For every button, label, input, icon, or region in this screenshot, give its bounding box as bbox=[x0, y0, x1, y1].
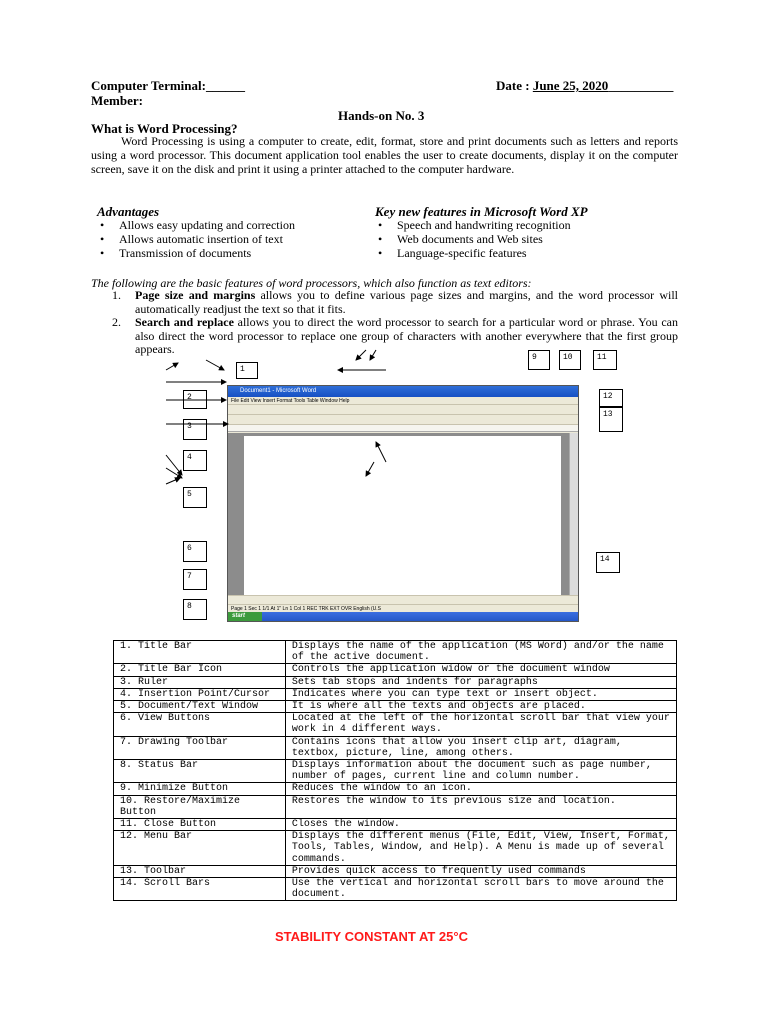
table-row bbox=[114, 641, 677, 664]
feature-term: 7. Drawing Toolbar bbox=[114, 736, 286, 759]
feature-term: 14. Scroll Bars bbox=[114, 878, 286, 901]
feature-term: 2. Title Bar Icon bbox=[114, 664, 286, 676]
list-item: • Speech and handwriting recognition bbox=[372, 218, 672, 232]
table-row bbox=[114, 878, 677, 901]
feature-term: 10. Restore/Maximize Button bbox=[114, 795, 286, 818]
table-row bbox=[114, 701, 677, 713]
list-item: • Transmission of documents bbox=[94, 246, 354, 260]
feature-description: Restores the window to its previous size and location. bbox=[285, 795, 676, 818]
feature-description: Sets tab stops and indents for paragraphs bbox=[285, 676, 676, 688]
arrow bbox=[366, 462, 374, 476]
table-row bbox=[114, 676, 677, 688]
table-row bbox=[114, 664, 677, 676]
footer-heading: STABILITY CONSTANT AT 25°C bbox=[275, 929, 468, 944]
list-item: • Language-specific features bbox=[372, 246, 672, 260]
callout-box: 12 bbox=[599, 389, 623, 407]
feature-term: 1. Title Bar bbox=[114, 641, 286, 664]
table-row bbox=[114, 736, 677, 759]
features-table-body bbox=[114, 641, 677, 901]
item-text: allows you to direct the word processor to search for a particular word or phrase. You can also direct the word processor to replace one group of characters with another everywhere that the first group appears. bbox=[135, 315, 678, 356]
basic-features-lead: The following are the basic features of word processors, which also function as text editors: bbox=[91, 276, 532, 290]
feature-description: Reduces the window to an icon. bbox=[285, 783, 676, 795]
table-row bbox=[114, 795, 677, 818]
feature-term: 8. Status Bar bbox=[114, 760, 286, 783]
page-title: Hands-on No. 3 bbox=[338, 108, 425, 123]
title-bar: Document1 - Microsoft Word bbox=[228, 386, 578, 397]
list-item: • Web documents and Web sites bbox=[372, 232, 672, 246]
feature-term: 3. Ruler bbox=[114, 676, 286, 688]
table-row bbox=[114, 688, 677, 700]
arrow bbox=[376, 442, 386, 462]
start-button: start bbox=[228, 612, 262, 621]
callout-box: 9 bbox=[528, 350, 550, 370]
intro-heading: What is Word Processing? bbox=[91, 121, 238, 136]
terminal-label: Computer Terminal:______ bbox=[91, 78, 245, 93]
member-label: Member: bbox=[91, 93, 143, 108]
callout-box: 11 bbox=[593, 350, 617, 370]
callout-box: 5 bbox=[183, 487, 207, 508]
status-bar: Page 1 Sec 1 1/1 At 1" Ln 1 Col 1 REC TRK EXT OVR English (U.S bbox=[228, 604, 578, 612]
arrow bbox=[166, 363, 178, 370]
key-features-heading: Key new features in Microsoft Word XP bbox=[375, 204, 588, 219]
feature-description: Displays the different menus (File, Edit, View, Insert, Format, Tools, Tables, Window, and Help). A Menu is made up of several commands. bbox=[285, 831, 676, 866]
callout-box: 4 bbox=[183, 450, 207, 471]
item-number: 2. bbox=[112, 315, 121, 329]
item-term: Search and replace bbox=[135, 315, 234, 329]
feature-term: 11. Close Button bbox=[114, 819, 286, 831]
list-item: • Allows automatic insertion of text bbox=[94, 232, 354, 246]
table-row bbox=[114, 819, 677, 831]
feature-description: Indicates where you can type text or insert object. bbox=[285, 688, 676, 700]
feature-description: Displays information about the document such as page number, number of pages, current line and column number. bbox=[285, 760, 676, 783]
item-text: allows you to define various page sizes and margins, and the word processor will automatically readjust the text so that it fits. bbox=[135, 288, 678, 316]
callout-box: 6 bbox=[183, 541, 207, 562]
table-row bbox=[114, 865, 677, 877]
arrow bbox=[356, 350, 366, 360]
callout-box: 7 bbox=[183, 569, 207, 590]
feature-description: Use the vertical and horizontal scroll bars to move around the document. bbox=[285, 878, 676, 901]
feature-description: Controls the application widow or the document window bbox=[285, 664, 676, 676]
feature-description: Contains icons that allow you insert clip art, diagram, textbox, picture, line, among others. bbox=[285, 736, 676, 759]
table-row bbox=[114, 831, 677, 866]
arrow bbox=[166, 478, 180, 484]
feature-term: 13. Toolbar bbox=[114, 865, 286, 877]
advantages-heading: Advantages bbox=[97, 204, 160, 219]
feature-description: Closes the window. bbox=[285, 819, 676, 831]
menu-bar: File Edit View Insert Format Tools Table Window Help bbox=[228, 397, 578, 405]
feature-term: 5. Document/Text Window bbox=[114, 701, 286, 713]
feature-term: 6. View Buttons bbox=[114, 713, 286, 736]
arrow bbox=[370, 350, 376, 360]
callout-box: 8 bbox=[183, 599, 207, 620]
callout-box: 1 bbox=[236, 362, 258, 379]
callout-box: 3 bbox=[183, 419, 207, 440]
feature-description: It is where all the texts and objects are placed. bbox=[285, 701, 676, 713]
date-trail: __________ bbox=[608, 78, 674, 93]
item-number: 1. bbox=[112, 288, 121, 302]
intro-body: Word Processing is using a computer to create, edit, format, store and print documents such as letters and reports using a word processor. This document application tool enables the user to create documents, display it on the computer screen, save it on the disk and print it using a printer attached to the computer hardware. bbox=[91, 134, 678, 176]
callout-box: 13 bbox=[599, 407, 623, 432]
arrow bbox=[166, 468, 182, 478]
feature-description: Displays the name of the application (MS Word) and/or the name of the active document. bbox=[285, 641, 676, 664]
table-row bbox=[114, 783, 677, 795]
feature-term: 9. Minimize Button bbox=[114, 783, 286, 795]
arrow bbox=[206, 360, 224, 370]
callout-box: 10 bbox=[559, 350, 581, 370]
callout-box: 14 bbox=[596, 552, 620, 573]
feature-term: 12. Menu Bar bbox=[114, 831, 286, 866]
date-value: June 25, 2020 bbox=[532, 78, 609, 93]
features-table bbox=[113, 640, 677, 901]
list-item: • Allows easy updating and correction bbox=[94, 218, 354, 232]
callout-box: 2 bbox=[183, 390, 207, 409]
item-term: Page size and margins bbox=[135, 288, 256, 302]
date-label: Date : bbox=[496, 78, 533, 93]
feature-description: Provides quick access to frequently used commands bbox=[285, 865, 676, 877]
table-row bbox=[114, 760, 677, 783]
arrow bbox=[166, 455, 182, 475]
table-row bbox=[114, 713, 677, 736]
feature-description: Located at the left of the horizontal scroll bar that view your work in 4 different ways. bbox=[285, 713, 676, 736]
feature-term: 4. Insertion Point/Cursor bbox=[114, 688, 286, 700]
